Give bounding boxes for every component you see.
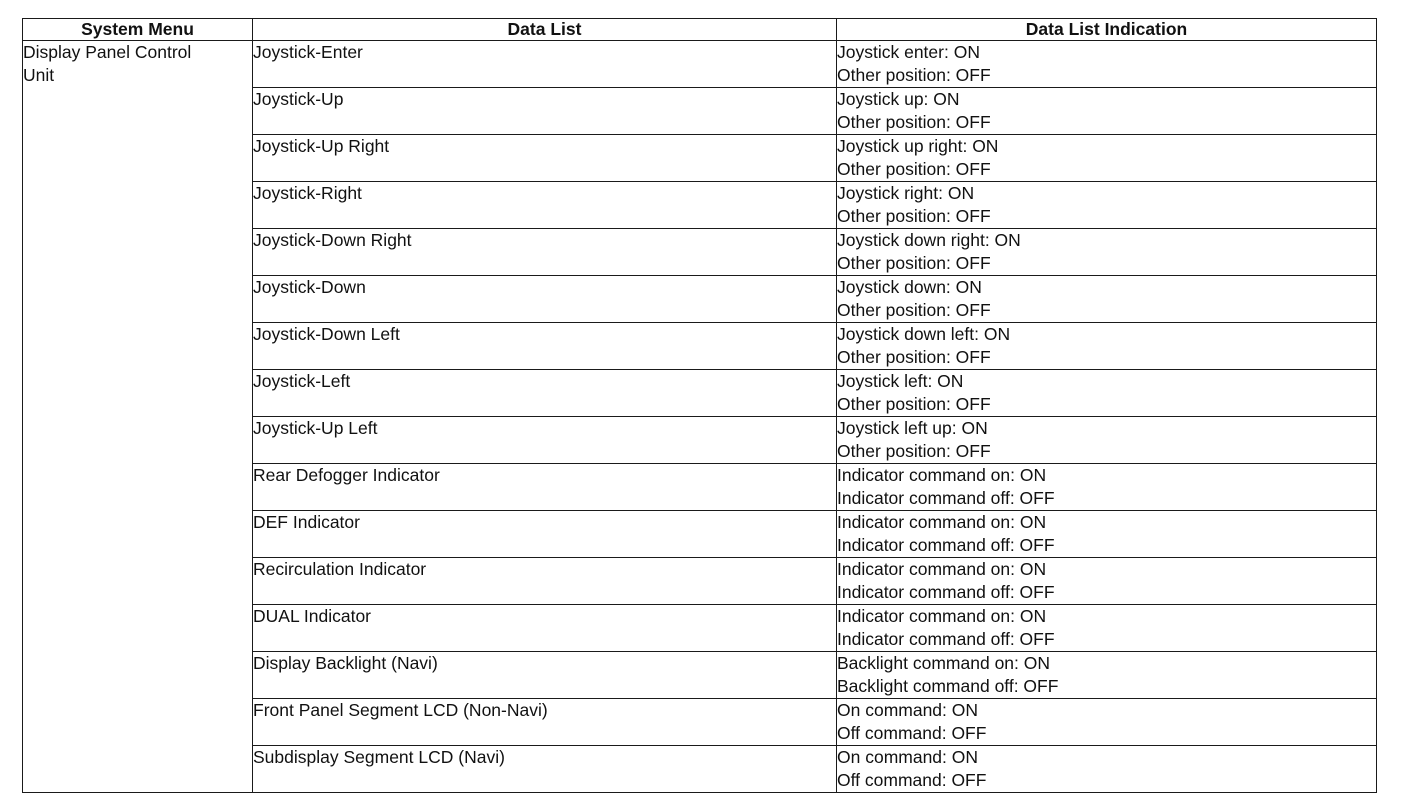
indication-off: Other position: OFF <box>837 112 991 132</box>
table-body <box>23 41 1377 793</box>
indication-off: Indicator command off: OFF <box>837 629 1055 649</box>
indication-cell <box>837 605 1377 652</box>
indication-off: Indicator command off: OFF <box>837 535 1055 555</box>
data-list-item: Joystick-Up Right <box>253 136 390 156</box>
header-data-list-indication: Data List Indication <box>837 19 1377 41</box>
data-list-item: DUAL Indicator <box>253 606 372 626</box>
indication-cell <box>837 370 1377 417</box>
data-list-cell <box>253 652 837 699</box>
indication-on: Backlight command on: ON <box>837 653 1051 673</box>
data-list-cell <box>253 417 837 464</box>
indication-off: Off command: OFF <box>837 723 987 743</box>
indication-off: Indicator command off: OFF <box>837 582 1055 602</box>
indication-off: Other position: OFF <box>837 347 991 367</box>
data-list-cell <box>253 88 837 135</box>
indication-off: Off command: OFF <box>837 770 987 790</box>
indication-off: Other position: OFF <box>837 253 991 273</box>
indication-cell <box>837 135 1377 182</box>
indication-off: Other position: OFF <box>837 441 991 461</box>
data-list-item: Joystick-Up <box>253 89 344 109</box>
indication-on: On command: ON <box>837 700 979 720</box>
indication-on: Joystick down right: ON <box>837 230 1021 250</box>
indication-cell <box>837 276 1377 323</box>
indication-on: Indicator command on: ON <box>837 606 1047 626</box>
data-list-cell <box>253 464 837 511</box>
data-list-item: Joystick-Up Left <box>253 418 378 438</box>
indication-cell <box>837 464 1377 511</box>
data-list-item: Joystick-Down Left <box>253 324 400 344</box>
indication-off: Other position: OFF <box>837 300 991 320</box>
data-list-item: Recirculation Indicator <box>253 559 427 579</box>
indication-on: Joystick left: ON <box>837 371 964 391</box>
indication-cell <box>837 652 1377 699</box>
indication-cell <box>837 558 1377 605</box>
system-menu-cell <box>23 41 253 793</box>
indication-cell <box>837 41 1377 88</box>
header-data-list: Data List <box>253 19 837 41</box>
indication-on: Indicator command on: ON <box>837 559 1047 579</box>
indication-cell <box>837 323 1377 370</box>
data-list-item: DEF Indicator <box>253 512 360 532</box>
indication-cell <box>837 229 1377 276</box>
data-list-table <box>22 18 1377 793</box>
indication-off: Indicator command off: OFF <box>837 488 1055 508</box>
data-list-item: Joystick-Down Right <box>253 230 412 250</box>
indication-on: Joystick up: ON <box>837 89 960 109</box>
data-list-cell <box>253 746 837 793</box>
indication-off: Other position: OFF <box>837 65 991 85</box>
table-row <box>23 41 1377 88</box>
data-list-cell <box>253 41 837 88</box>
data-list-item: Joystick-Left <box>253 371 351 391</box>
indication-on: Indicator command on: ON <box>837 465 1047 485</box>
indication-cell <box>837 699 1377 746</box>
indication-on: On command: ON <box>837 747 979 767</box>
data-list-cell <box>253 229 837 276</box>
data-list-cell <box>253 323 837 370</box>
data-list-item: Display Backlight (Navi) <box>253 653 438 673</box>
system-menu-line-2: Unit <box>23 65 55 85</box>
header-system-menu: System Menu <box>23 19 253 41</box>
indication-on: Joystick down: ON <box>837 277 982 297</box>
indication-cell <box>837 417 1377 464</box>
indication-on: Indicator command on: ON <box>837 512 1047 532</box>
system-menu-line-1: Display Panel Control <box>23 42 192 62</box>
indication-cell <box>837 511 1377 558</box>
indication-off: Other position: OFF <box>837 394 991 414</box>
data-list-item: Rear Defogger Indicator <box>253 465 440 485</box>
indication-cell <box>837 88 1377 135</box>
indication-off: Other position: OFF <box>837 159 991 179</box>
indication-on: Joystick left up: ON <box>837 418 988 438</box>
indication-on: Joystick right: ON <box>837 183 975 203</box>
data-list-cell <box>253 135 837 182</box>
indication-cell <box>837 182 1377 229</box>
data-list-item: Front Panel Segment LCD (Non-Navi) <box>253 700 548 720</box>
data-list-cell <box>253 370 837 417</box>
data-list-cell <box>253 182 837 229</box>
indication-on: Joystick enter: ON <box>837 42 980 62</box>
indication-off: Backlight command off: OFF <box>837 676 1059 696</box>
data-list-cell <box>253 276 837 323</box>
data-list-cell <box>253 699 837 746</box>
indication-on: Joystick down left: ON <box>837 324 1011 344</box>
data-list-cell <box>253 605 837 652</box>
data-list-item: Joystick-Right <box>253 183 362 203</box>
data-list-cell <box>253 558 837 605</box>
data-list-cell <box>253 511 837 558</box>
data-list-item: Joystick-Enter <box>253 42 363 62</box>
data-list-item: Joystick-Down <box>253 277 366 297</box>
indication-cell <box>837 746 1377 793</box>
header-row <box>23 19 1377 41</box>
indication-on: Joystick up right: ON <box>837 136 999 156</box>
data-list-item: Subdisplay Segment LCD (Navi) <box>253 747 505 767</box>
indication-off: Other position: OFF <box>837 206 991 226</box>
